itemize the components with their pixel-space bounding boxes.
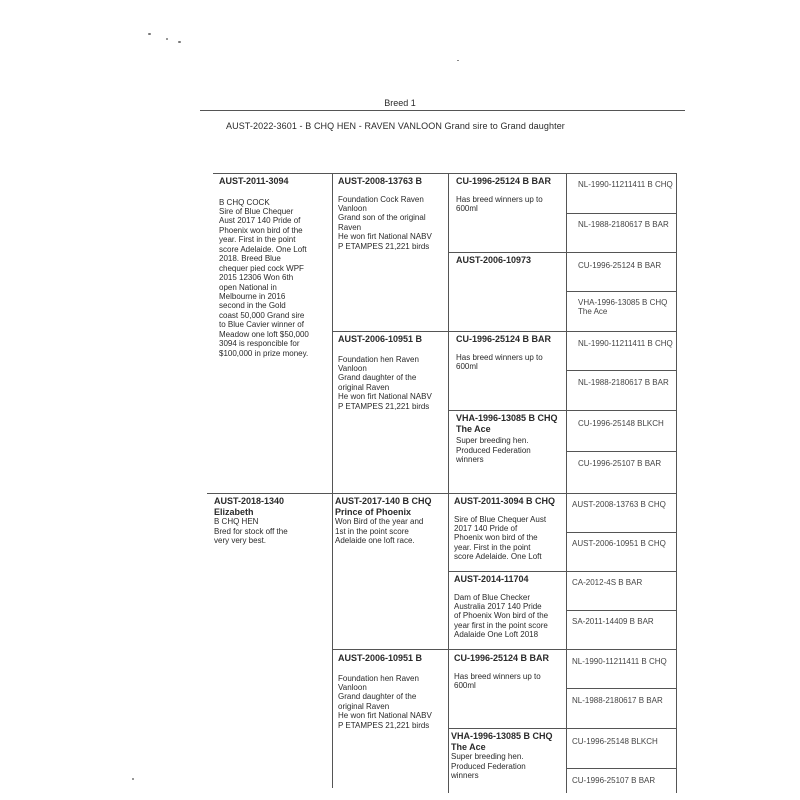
dam-gen3-title: VHA-1996-13085 B CHQ The Ace xyxy=(451,731,553,752)
dam-gen4-label: CU-1996-25148 BLKCH xyxy=(572,737,658,746)
dam-gen4-cell xyxy=(566,532,676,571)
scan-speck xyxy=(178,41,181,43)
dam-gen2-sire-title: AUST-2017-140 B CHQ Prince of Phoenix xyxy=(335,496,432,517)
scan-speck xyxy=(132,778,134,780)
sire-gen2-dam-cell xyxy=(332,331,448,493)
dam-gen4-label: CU-1996-25107 B BAR xyxy=(572,776,656,785)
dam-gen4-label: AUST-2006-10951 B CHQ xyxy=(572,539,666,548)
sire-gen2-dam-body: Foundation hen Raven Vanloon Grand daughter of the original Raven He won firt National NABV P ETAMPES 21,221 birds xyxy=(338,354,432,411)
sire-gen3-cell xyxy=(448,252,566,331)
dam-gen4-label: NL-1988-2180617 B BAR xyxy=(572,696,663,705)
scan-speck xyxy=(457,60,459,61)
sire-gen4-label: NL-1988-2180617 B BAR xyxy=(578,220,669,229)
sire-gen4-label: CU-1996-25148 BLKCH xyxy=(578,419,664,428)
grid-line xyxy=(448,173,449,793)
dam-gen4-cell xyxy=(566,610,676,649)
sire-gen3-body: Has breed winners up to 600ml xyxy=(456,194,543,214)
dam-gen2-sire-body: Won Bird of the year and 1st in the point score Adelaide one loft race. xyxy=(335,517,424,546)
sire-gen4-label: VHA-1996-13085 B CHQ The Ace xyxy=(578,298,668,317)
sire-gen4-cell xyxy=(566,410,676,451)
grid-line xyxy=(566,291,676,292)
dam-gen2-dam-cell xyxy=(332,649,448,783)
sire-gen4-label: CU-1996-25124 B BAR xyxy=(578,261,662,270)
dam-gen1-cell xyxy=(207,493,332,783)
dam-gen3-title: CU-1996-25124 B BAR xyxy=(454,653,550,663)
dam-gen3-cell xyxy=(448,571,566,649)
grid-line xyxy=(566,370,676,371)
sire-gen2-sire-title: AUST-2008-13763 B xyxy=(338,176,423,186)
sire-gen3-title: AUST-2006-10973 xyxy=(456,255,532,265)
sire-gen1-body: B CHQ COCK Sire of Blue Chequer Aust 2017 140 Pride of Phoenix won bird of the year. First in the point score Adelaide. One Loft 2018. Breed Blue chequer pied cock WPF 2015 12306 Won 6th open National in Melbourne in 2016 second in the Gold coast 50,000 Grand sire to Blue Cavier winner of Meadow one loft $50,000 3094 is responcible for $100,000 in prize money. xyxy=(219,197,309,358)
grid-line xyxy=(676,173,677,793)
grid-line xyxy=(448,571,676,572)
dam-gen4-label: NL-1990-11211411 B CHQ xyxy=(572,657,667,666)
grid-line xyxy=(207,493,676,494)
dam-gen1-title: AUST-2018-1340 Elizabeth xyxy=(214,496,285,517)
sire-gen4-cell xyxy=(566,370,676,410)
grid-line xyxy=(566,213,676,214)
dam-gen2-sire-cell xyxy=(332,493,448,649)
dam-gen4-cell xyxy=(566,688,676,728)
dam-gen1-body: B CHQ HEN Bred for stock off the very very best. xyxy=(214,517,288,546)
sire-gen4-label: CU-1996-25107 B BAR xyxy=(578,459,662,468)
sire-gen1-title: AUST-2011-3094 xyxy=(219,176,289,186)
dam-gen3-title: AUST-2014-11704 xyxy=(454,574,529,584)
dam-gen4-label: SA-2011-14409 B BAR xyxy=(572,617,654,626)
sire-gen4-label: NL-1990-11211411 B CHQ xyxy=(578,180,673,189)
sire-gen4-cell xyxy=(566,451,676,493)
dam-gen3-body: Dam of Blue Checker Australia 2017 140 Pride of Phoenix Won bird of the year first in the point score Adalaide One Loft 2018 xyxy=(454,592,549,640)
sire-gen3-title: VHA-1996-13085 B CHQ The Ace xyxy=(456,413,558,434)
grid-line xyxy=(448,410,676,411)
dam-gen4-label: CA-2012-4S B BAR xyxy=(572,578,643,587)
dam-gen3-body: Sire of Blue Chequer Aust 2017 140 Pride of Phoenix won bird of the year. First in the point score Adelaide. One Loft xyxy=(454,514,547,562)
pedigree-subtitle: AUST-2022-3601 - B CHQ HEN - RAVEN VANLOON Grand sire to Grand daughter xyxy=(226,121,565,131)
sire-gen4-cell xyxy=(566,213,676,252)
dam-gen3-body: Has breed winners up to 600ml xyxy=(454,671,541,691)
dam-gen3-cell xyxy=(448,493,566,571)
dam-gen3-body: Super breeding hen. Produced Federation winners xyxy=(451,752,526,781)
sire-gen1-cell xyxy=(213,173,332,493)
grid-line xyxy=(566,532,676,533)
sire-gen2-sire-body: Foundation Cock Raven Vanloon Grand son of the original Raven He won firt National NABV P ETAMPES 21,221 birds xyxy=(338,194,432,251)
breed-title: Breed 1 xyxy=(384,98,416,108)
dam-gen2-dam-title: AUST-2006-10951 B xyxy=(338,653,423,663)
sire-gen3-body: Super breeding hen. Produced Federation winners xyxy=(456,436,531,465)
dam-gen3-title: AUST-2011-3094 B CHQ xyxy=(454,496,556,506)
grid-line xyxy=(332,331,676,332)
sire-gen2-dam-title: AUST-2006-10951 B xyxy=(338,334,423,344)
grid-line xyxy=(566,610,676,611)
sire-gen4-cell xyxy=(566,173,676,213)
grid-line xyxy=(566,688,676,689)
dam-gen4-cell xyxy=(566,571,676,610)
sire-gen3-cell xyxy=(448,331,566,410)
sire-gen3-body: Has breed winners up to 600ml xyxy=(456,352,543,372)
grid-line xyxy=(566,451,676,452)
sire-gen3-cell xyxy=(448,173,566,252)
scan-speck xyxy=(148,33,151,35)
grid-line xyxy=(332,173,333,788)
scan-speck xyxy=(166,38,168,40)
grid-line xyxy=(448,728,676,729)
dam-gen3-cell xyxy=(448,649,566,728)
grid-line xyxy=(213,173,676,174)
grid-line xyxy=(332,649,676,650)
sire-gen4-cell xyxy=(566,331,676,370)
dam-gen4-cell xyxy=(566,768,676,794)
sire-gen3-title: CU-1996-25124 B BAR xyxy=(456,334,552,344)
sire-gen3-title: CU-1996-25124 B BAR xyxy=(456,176,552,186)
sire-gen4-label: NL-1988-2180617 B BAR xyxy=(578,378,669,387)
sire-gen4-label: NL-1990-11211411 B CHQ xyxy=(578,339,673,348)
grid-line xyxy=(566,173,567,793)
sire-gen4-cell xyxy=(566,252,676,291)
sire-gen4-cell xyxy=(566,291,676,331)
dam-gen4-label: AUST-2008-13763 B CHQ xyxy=(572,500,666,509)
sire-gen2-sire-cell xyxy=(332,173,448,331)
grid-line xyxy=(200,110,685,111)
dam-gen4-cell xyxy=(566,649,676,688)
dam-gen4-cell xyxy=(566,493,676,532)
grid-line xyxy=(448,252,676,253)
dam-gen2-dam-body: Foundation hen Raven Vanloon Grand daughter of the original Raven He won firt National NABV P ETAMPES 21,221 birds xyxy=(338,673,432,730)
grid-line xyxy=(566,768,676,769)
sire-gen3-cell xyxy=(448,410,566,493)
dam-gen4-cell xyxy=(566,728,676,768)
dam-gen3-cell xyxy=(448,728,566,788)
